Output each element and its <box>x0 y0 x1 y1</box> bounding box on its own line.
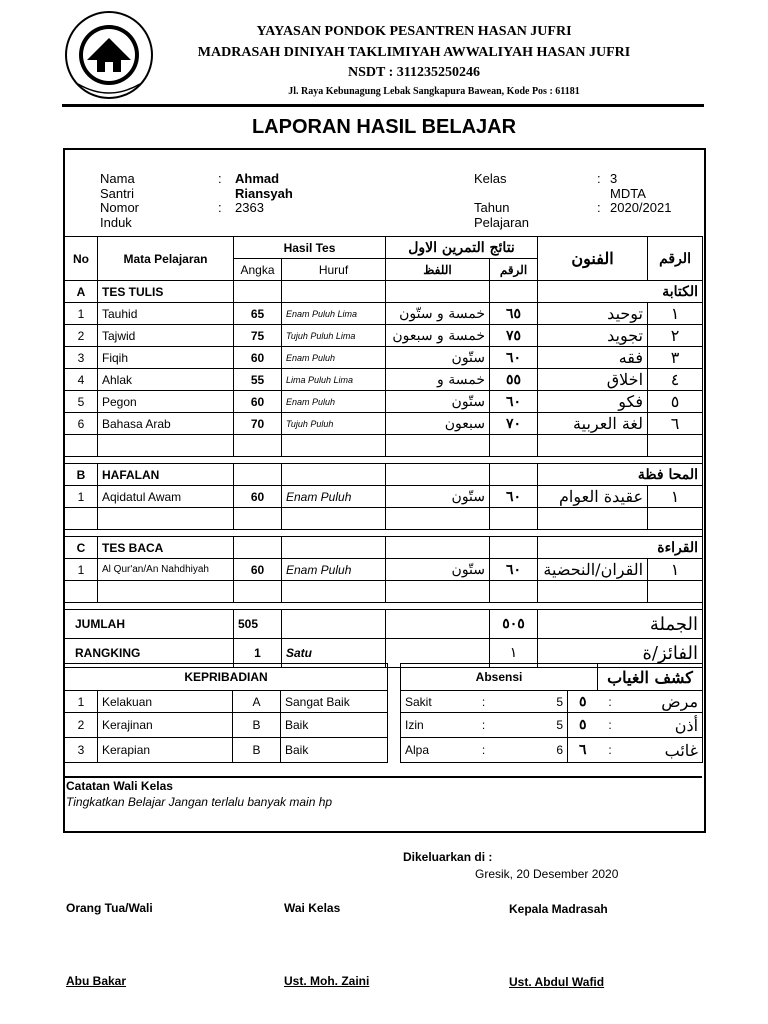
row-desc: Sangat Baik <box>281 691 388 713</box>
att-label: Sakit <box>401 691 459 713</box>
row-angka: 60 <box>234 486 282 508</box>
row-grade: B <box>233 738 281 763</box>
col-ar-funun: الفنون <box>538 237 648 281</box>
blank-row <box>65 457 703 464</box>
name-label: Nama Santri <box>100 171 135 201</box>
row-ar-num: ٧٠ <box>490 413 538 435</box>
row-no: 1 <box>65 559 98 581</box>
table-row <box>65 738 388 763</box>
row-ar-subject: لغة العربية <box>538 413 648 435</box>
row-ar-no: ٢ <box>648 325 703 347</box>
table-row <box>65 713 388 738</box>
row-aspect: Kerajinan <box>98 713 233 738</box>
total-row <box>65 610 703 639</box>
row-subject: Tauhid <box>98 303 234 325</box>
att-ar-colon: : <box>598 691 623 713</box>
row-aspect: Kerapian <box>98 738 233 763</box>
att-value: 5 <box>509 691 568 713</box>
parent-name: Abu Bakar <box>66 974 127 988</box>
blank-row <box>65 508 703 530</box>
blank-row <box>65 581 703 603</box>
att-colon: : <box>459 691 509 713</box>
section-row <box>65 464 703 486</box>
table-row <box>65 347 703 369</box>
jumlah-value: 505 <box>234 610 282 639</box>
row-huruf: Enam Puluh <box>282 486 386 508</box>
rank-word: Satu <box>282 639 386 668</box>
att-ar-colon: : <box>598 713 623 738</box>
att-label: Izin <box>401 713 459 738</box>
row-no: 2 <box>65 713 98 738</box>
header-divider <box>62 104 704 107</box>
row-angka: 60 <box>234 347 282 369</box>
attendance-header <box>401 664 703 691</box>
table-row <box>65 325 703 347</box>
row-subject: Fiqih <box>98 347 234 369</box>
att-colon: : <box>459 738 509 763</box>
table-row <box>65 391 703 413</box>
header-row <box>65 237 703 259</box>
row-ar-lafaz: خمسة و سبعون <box>386 325 490 347</box>
row-ar-lafaz: ستّون <box>386 347 490 369</box>
row-subject: Bahasa Arab <box>98 413 234 435</box>
row-subject: Ahlak <box>98 369 234 391</box>
row-ar-num: ٦٠ <box>490 559 538 581</box>
row-ar-subject: عقيدة العوام <box>538 486 648 508</box>
row-no: 2 <box>65 325 98 347</box>
table-row <box>401 691 703 713</box>
row-no: 1 <box>65 691 98 713</box>
row-huruf: Enam Puluh <box>282 559 386 581</box>
blank-row <box>65 603 703 610</box>
notes-label: Catatan Wali Kelas <box>66 779 173 793</box>
section-name: HAFALAN <box>98 464 234 486</box>
table-row <box>65 303 703 325</box>
class-label: Kelas <box>474 171 507 186</box>
att-ar-value: ٥ <box>568 691 598 713</box>
row-ar-subject: اخلاق <box>538 369 648 391</box>
row-no: 5 <box>65 391 98 413</box>
row-ar-no: ٥ <box>648 391 703 413</box>
section-ar: القراءة <box>538 537 703 559</box>
row-huruf: Enam Puluh <box>282 347 386 369</box>
jumlah-ar: الجملة <box>538 610 703 639</box>
row-angka: 65 <box>234 303 282 325</box>
row-no: 1 <box>65 303 98 325</box>
table-row <box>401 713 703 738</box>
row-no: 6 <box>65 413 98 435</box>
row-subject: Aqidatul Awam <box>98 486 234 508</box>
id-label: Nomor Induk <box>100 200 140 230</box>
table-row <box>65 369 703 391</box>
row-subject: Pegon <box>98 391 234 413</box>
section-name: TES BACA <box>98 537 234 559</box>
row-ar-lafaz: خمسة و <box>386 369 490 391</box>
att-ar-label: أذن <box>623 713 703 738</box>
attendance-title: Absensi <box>401 664 598 691</box>
personality-table <box>64 663 388 763</box>
section-row <box>65 537 703 559</box>
row-huruf: Tujuh Puluh <box>282 413 386 435</box>
class-colon: : <box>597 171 601 186</box>
row-grade: B <box>233 713 281 738</box>
head-label: Kepala Madrasah <box>509 902 608 916</box>
att-ar-value: ٥ <box>568 713 598 738</box>
row-no: 1 <box>65 486 98 508</box>
row-ar-subject: فقه <box>538 347 648 369</box>
col-no: No <box>65 237 98 281</box>
att-ar-label: غائب <box>623 738 703 763</box>
row-desc: Baik <box>281 713 388 738</box>
section-ar: المحا فظة <box>538 464 703 486</box>
row-ar-subject: فكو <box>538 391 648 413</box>
row-ar-lafaz: ستّون <box>386 391 490 413</box>
jumlah-label: JUMLAH <box>65 610 234 639</box>
att-value: 6 <box>509 738 568 763</box>
table-row <box>65 691 388 713</box>
notes-divider <box>64 776 702 778</box>
name-colon: : <box>218 171 222 186</box>
table-row <box>65 486 703 508</box>
row-ar-subject: تجويد <box>538 325 648 347</box>
student-name: Ahmad Riansyah <box>235 171 293 201</box>
personality-header <box>65 664 388 691</box>
row-ar-no: ٤ <box>648 369 703 391</box>
head-name: Ust. Abdul Wafid <box>509 975 605 989</box>
row-ar-lafaz: ستّون <box>386 486 490 508</box>
report-title: LAPORAN HASIL BELAJAR <box>251 116 517 138</box>
rank-ar: الفائز/ة <box>538 639 703 668</box>
section-row <box>65 281 703 303</box>
section-ar: الكتابة <box>538 281 703 303</box>
row-angka: 55 <box>234 369 282 391</box>
table-row <box>401 738 703 763</box>
teacher-label: Wai Kelas <box>284 901 341 915</box>
attendance-table <box>400 663 703 763</box>
row-ar-subject: القران/النحضية <box>538 559 648 581</box>
student-id: 2363 <box>235 200 264 215</box>
row-ar-lafaz: سبعون <box>386 413 490 435</box>
att-ar-colon: : <box>598 738 623 763</box>
row-huruf: Tujuh Puluh Lima <box>282 325 386 347</box>
att-ar-label: مرض <box>623 691 703 713</box>
row-ar-lafaz: ستّون <box>386 559 490 581</box>
col-ar-lafaz: اللفظ <box>386 259 490 281</box>
row-subject: Tajwid <box>98 325 234 347</box>
grades-table <box>64 236 703 668</box>
row-ar-no: ٦ <box>648 413 703 435</box>
row-ar-num: ٦٥ <box>490 303 538 325</box>
attendance-ar-title: كشف الغياب <box>598 664 703 691</box>
row-huruf: Lima Puluh Lima <box>282 369 386 391</box>
student-class: 3 MDTA <box>610 171 646 201</box>
row-ar-no: ٣ <box>648 347 703 369</box>
row-subject: Al Qur'an/An Nahdhiyah <box>98 559 234 581</box>
section-name: TES TULIS <box>98 281 234 303</box>
parent-label: Orang Tua/Wali <box>66 901 153 915</box>
row-ar-lafaz: خمسة و ستّون <box>386 303 490 325</box>
row-angka: 70 <box>234 413 282 435</box>
row-ar-num: ٦٠ <box>490 486 538 508</box>
foundation-name: YAYASAN PONDOK PESANTREN HASAN JUFRI <box>256 24 572 39</box>
col-angka: Angka <box>234 259 282 281</box>
row-ar-no: ١ <box>648 303 703 325</box>
row-no: 3 <box>65 738 98 763</box>
issued-label: Dikeluarkan di : <box>403 850 493 864</box>
rank-label: RANGKING <box>65 639 234 668</box>
row-no: 3 <box>65 347 98 369</box>
att-ar-value: ٦ <box>568 738 598 763</box>
row-aspect: Kelakuan <box>98 691 233 713</box>
row-huruf: Enam Puluh <box>282 391 386 413</box>
row-ar-no: ١ <box>648 486 703 508</box>
rank-ar-num: ١ <box>490 639 538 668</box>
teacher-name: Ust. Moh. Zaini <box>284 974 370 988</box>
blank-row <box>65 530 703 537</box>
table-row <box>65 413 703 435</box>
madrasah-name: MADRASAH DINIYAH TAKLIMIYAH AWWALIYAH HASAN JUFRI <box>197 45 631 60</box>
section-code: A <box>65 281 98 303</box>
personality-title: KEPRIBADIAN <box>65 664 388 691</box>
blank-row <box>65 435 703 457</box>
row-huruf: Enam Puluh Lima <box>282 303 386 325</box>
nsdt: NSDT : 311235250246 <box>348 65 480 80</box>
row-ar-num: ٧٥ <box>490 325 538 347</box>
row-grade: A <box>233 691 281 713</box>
col-huruf: Huruf <box>282 259 386 281</box>
id-colon: : <box>218 200 222 215</box>
row-ar-num: ٥٥ <box>490 369 538 391</box>
att-value: 5 <box>509 713 568 738</box>
issued-place-date: Gresik, 20 Desember 2020 <box>475 867 619 881</box>
row-desc: Baik <box>281 738 388 763</box>
address: Jl. Raya Kebunagung Lebak Sangkapura Bawean, Kode Pos : 61181 <box>288 86 580 97</box>
notes-text: Tingkatkan Belajar Jangan terlalu banyak main hp <box>66 795 333 809</box>
year-colon: : <box>597 200 601 215</box>
row-ar-num: ٦٠ <box>490 391 538 413</box>
att-label: Alpa <box>401 738 459 763</box>
year-label: Tahun Pelajaran <box>474 200 529 230</box>
att-colon: : <box>459 713 509 738</box>
section-code: C <box>65 537 98 559</box>
row-ar-subject: توحيد <box>538 303 648 325</box>
row-angka: 60 <box>234 391 282 413</box>
col-subject: Mata Pelajaran <box>98 237 234 281</box>
table-row <box>65 559 703 581</box>
col-results: Hasil Tes <box>234 237 386 259</box>
rank-value: 1 <box>234 639 282 668</box>
row-no: 4 <box>65 369 98 391</box>
col-ar-raqm: الرقم <box>490 259 538 281</box>
col-ar-no: الرقم <box>648 237 703 281</box>
jumlah-ar-num: ٥٠٥ <box>490 610 538 639</box>
col-ar-results: نتائج التمرين الاول <box>386 237 538 259</box>
row-ar-num: ٦٠ <box>490 347 538 369</box>
row-ar-no: ١ <box>648 559 703 581</box>
section-code: B <box>65 464 98 486</box>
school-year: 2020/2021 <box>610 200 672 215</box>
row-angka: 75 <box>234 325 282 347</box>
row-angka: 60 <box>234 559 282 581</box>
